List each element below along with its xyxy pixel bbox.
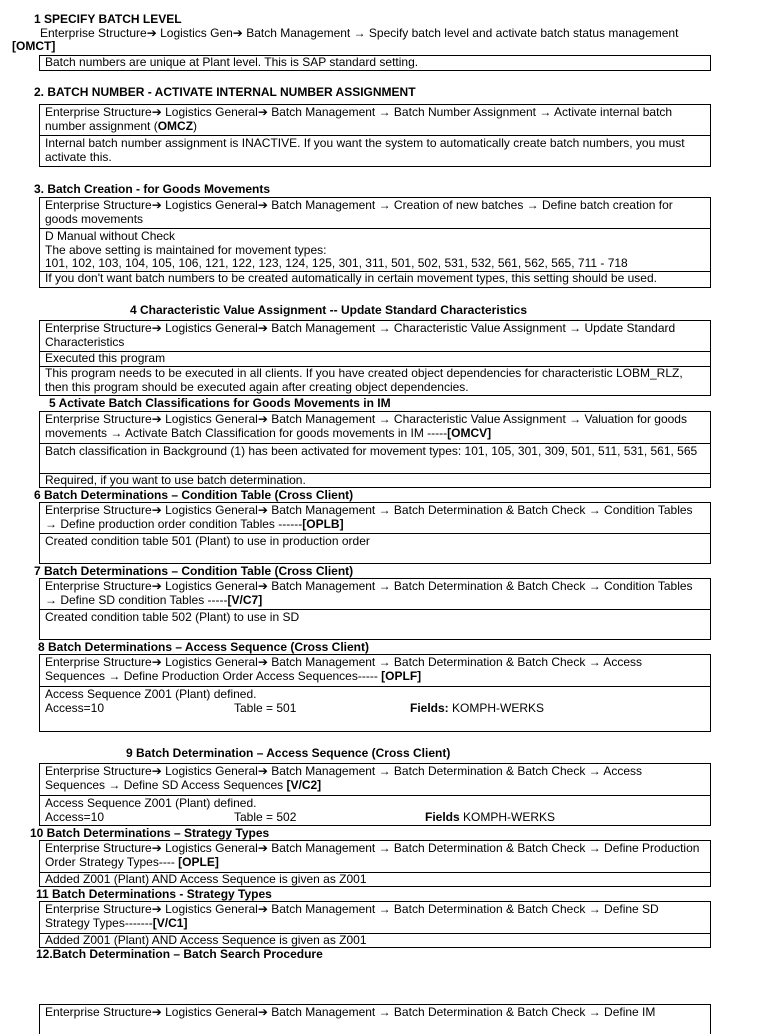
section-11-path-row bbox=[40, 902, 710, 933]
section-1-code: [OMCT] bbox=[12, 39, 56, 53]
section-7-path: Enterprise Structure➔ Logistics General➔ Batch Management → Batch Determination & Batch Check → Condition Tables → Define SD condition Tables ----- bbox=[45, 579, 693, 607]
section-6-heading: 6 Batch Determinations – Condition Table (Cross Client) bbox=[34, 488, 354, 502]
section-8-path-row bbox=[40, 655, 710, 686]
section-8-heading: 8 Batch Determinations – Access Sequence (Cross Client) bbox=[38, 640, 369, 654]
section-3-row-3: If you don't want batch numbers to be created automatically in certain movement types, this setting should be used. bbox=[40, 271, 710, 286]
section-5-path-row bbox=[40, 412, 710, 443]
section-1-table bbox=[39, 55, 711, 71]
section-9-fields bbox=[425, 811, 555, 825]
section-5-code: [OMCV] bbox=[447, 425, 492, 440]
section-9-heading: 9 Batch Determination – Access Sequence (Cross Client) bbox=[126, 746, 451, 760]
section-3-row-2-line-3: 101, 102, 103, 104, 105, 106, 121, 122, 123, 124, 125, 301, 311, 501, 502, 531, 532, 561, 562, 565, 711 - 718 bbox=[45, 256, 628, 270]
section-8-table bbox=[39, 654, 711, 732]
section-9-access-line bbox=[45, 811, 705, 825]
section-12-table bbox=[39, 1004, 711, 1034]
section-8-fields-label: Fields: bbox=[410, 700, 449, 715]
section-4-heading: 4 Characteristic Value Assignment -- Update Standard Characteristics bbox=[130, 303, 528, 317]
section-5-row-2: Batch classification in Background (1) has been activated for movement types: 101, 105, 301, 309, 501, 511, 531, 561, 565 bbox=[40, 443, 710, 473]
section-1-heading: 1 SPECIFY BATCH LEVEL bbox=[34, 12, 182, 26]
section-9-fields-value: KOMPH-WERKS bbox=[459, 809, 556, 824]
section-10-table bbox=[39, 840, 711, 887]
section-8-fields bbox=[410, 702, 544, 716]
section-8-access: Access=10 bbox=[45, 700, 105, 715]
section-2-path-row bbox=[40, 105, 710, 135]
section-5-heading: 5 Activate Batch Classifications for Goods Movements in IM bbox=[49, 396, 391, 410]
section-10-path: Enterprise Structure➔ Logistics General➔ Batch Management → Batch Determination & Batch Check → Define Production Order Strategy Types---- bbox=[45, 841, 700, 869]
section-10-code: [OPLE] bbox=[178, 854, 219, 869]
section-9-table-value: Table = 502 bbox=[234, 809, 297, 824]
section-5-path: Enterprise Structure➔ Logistics General➔ Batch Management → Characteristic Value Assignment → Valuation for goods movements → Activate Batch Classification for goods movements in IM ----- bbox=[45, 412, 687, 440]
section-2-heading: 2. BATCH NUMBER - ACTIVATE INTERNAL NUMBER ASSIGNMENT bbox=[34, 85, 416, 99]
section-2-code: OMCZ bbox=[157, 118, 194, 133]
section-7-path-row bbox=[40, 579, 710, 609]
section-8-row-2-line-1: Access Sequence Z001 (Plant) defined. bbox=[45, 687, 257, 701]
section-2-table bbox=[39, 104, 711, 167]
section-9-path: Enterprise Structure➔ Logistics General➔ Batch Management → Batch Determination & Batch Check → Access Sequences → Define SD Access Sequences bbox=[45, 764, 643, 792]
section-7-row-2: Created condition table 502 (Plant) to use in SD bbox=[40, 609, 710, 639]
section-10-heading: 10 Batch Determinations – Strategy Types bbox=[30, 826, 270, 840]
section-8-access-line bbox=[45, 702, 705, 716]
section-10-path-row bbox=[40, 841, 710, 872]
section-11-path: Enterprise Structure➔ Logistics General➔ Batch Management → Batch Determination & Batch Check → Define SD Strategy Types------- bbox=[45, 902, 659, 930]
section-9-row-2-line-1: Access Sequence Z001 (Plant) defined. bbox=[45, 796, 257, 810]
section-9-row-2 bbox=[40, 795, 710, 825]
section-4-row-2: Executed this program bbox=[40, 351, 710, 366]
section-3-row-2-line-1: D Manual without Check bbox=[45, 229, 176, 243]
section-7-table bbox=[39, 578, 711, 640]
section-6-table bbox=[39, 502, 711, 564]
section-8-fields-value: KOMPH-WERKS bbox=[448, 700, 545, 715]
section-5-row-3: Required, if you want to use batch determination. bbox=[40, 473, 710, 487]
section-6-row-2: Created condition table 501 (Plant) to use in production order bbox=[40, 533, 710, 563]
section-4-table bbox=[39, 320, 711, 396]
section-9-table bbox=[39, 763, 711, 826]
section-3-path: Enterprise Structure➔ Logistics General➔ Batch Management → Creation of new batches → Define batch creation for goods movements bbox=[45, 198, 673, 226]
section-8-path: Enterprise Structure➔ Logistics General➔ Batch Management → Batch Determination & Batch Check → Access Sequences → Define Production Order Access Sequences----- bbox=[45, 655, 643, 683]
section-1-row: Batch numbers are unique at Plant level. This is SAP standard setting. bbox=[45, 56, 419, 69]
section-6-code: [OPLB] bbox=[302, 516, 344, 531]
section-11-heading: 11 Batch Determinations - Strategy Types bbox=[36, 887, 272, 901]
section-2-path: Enterprise Structure➔ Logistics General➔ Batch Management → Batch Number Assignment → Activate internal batch number assignment ( bbox=[45, 105, 673, 133]
section-6-path: Enterprise Structure➔ Logistics General➔ Batch Management → Batch Determination & Batch Check → Condition Tables → Define production order condition Tables ------ bbox=[45, 503, 693, 531]
section-12-heading: 12.Batch Determination – Batch Search Procedure bbox=[36, 947, 323, 961]
section-10-row-2: Added Z001 (Plant) AND Access Sequence is given as Z001 bbox=[40, 872, 710, 886]
section-11-table bbox=[39, 901, 711, 948]
section-4-row-3: This program needs to be executed in all clients. If you have created object dependencies for characteristic LOBM_RLZ, then this program should be executed again after creating object dependencies. bbox=[40, 366, 710, 395]
section-9-path-row bbox=[40, 764, 710, 795]
section-3-row-2 bbox=[40, 228, 710, 271]
section-8-table-value: Table = 501 bbox=[234, 700, 297, 715]
section-12-path: Enterprise Structure➔ Logistics General➔ Batch Management → Batch Determination & Batch Check → Define IM bbox=[45, 1005, 656, 1019]
section-9-code: [V/C2] bbox=[286, 777, 322, 792]
section-7-heading: 7 Batch Determinations – Condition Table (Cross Client) bbox=[34, 564, 354, 578]
section-3-heading: 3. Batch Creation - for Goods Movements bbox=[34, 182, 271, 196]
section-4-path: Enterprise Structure➔ Logistics General➔ Batch Management → Characteristic Value Assignment → Update Standard Characteristics bbox=[45, 321, 676, 349]
section-3-row-2-line-2: The above setting is maintained for movement types: bbox=[45, 242, 327, 257]
section-2-path-end: ) bbox=[193, 118, 198, 133]
section-11-row-2: Added Z001 (Plant) AND Access Sequence is given as Z001 bbox=[40, 933, 710, 947]
section-1-path: Enterprise Structure➔ Logistics Gen➔ Batch Management → Specify batch level and activate batch status management bbox=[40, 26, 679, 40]
section-5-table bbox=[39, 411, 711, 488]
section-8-code: [OPLF] bbox=[381, 668, 422, 683]
section-2-row: Internal batch number assignment is INACTIVE. If you want the system to automatically create batch numbers, you must activate this. bbox=[40, 135, 710, 165]
section-8-row-2 bbox=[40, 686, 710, 731]
section-3-table bbox=[39, 197, 711, 288]
section-9-fields-label: Fields bbox=[425, 809, 460, 824]
section-6-path-row bbox=[40, 503, 710, 533]
section-11-code: [V/C1] bbox=[152, 915, 188, 930]
section-7-code: [V/C7] bbox=[227, 592, 263, 607]
section-9-access: Access=10 bbox=[45, 809, 105, 824]
